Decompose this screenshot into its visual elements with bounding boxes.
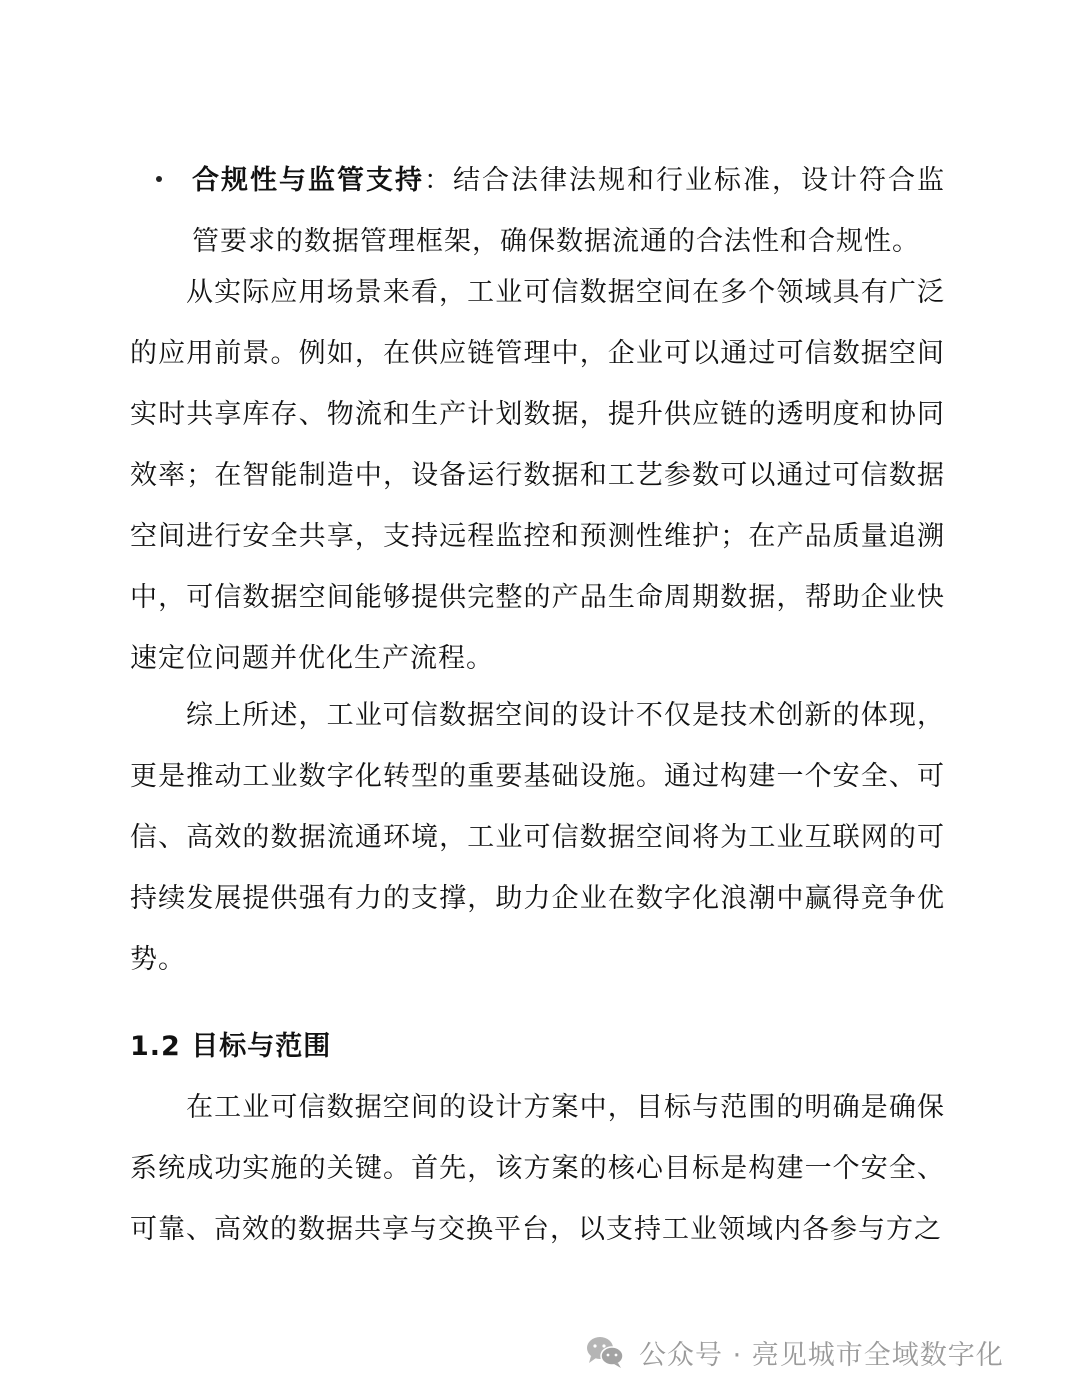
bullet-text <box>192 150 945 272</box>
watermark-text: 公众号 · 亮见城市全域数字化 <box>639 1339 1004 1371</box>
wechat-icon <box>585 1334 625 1370</box>
bullet-term: 合规性与监管支持 <box>192 165 424 196</box>
bullet-dot-icon <box>156 176 162 182</box>
section-heading: 1.2 目标与范围 <box>130 1031 332 1062</box>
paragraph-goals: 在工业可信数据空间的设计方案中，目标与范围的明确是确保系统成功实施的关键。首先，该方案的核心目标是构建一个安全、可靠、高效的数据共享与交换平台，以支持工业领域内各参与方之 <box>130 1092 945 1245</box>
bullet-description: ：结合法律法规和行业标准，设计符合监管要求的数据管理框架，确保数据流通的合法性和合规性。 <box>192 165 945 257</box>
paragraph-summary: 综上所述，工业可信数据空间的设计不仅是技术创新的体现，更是推动工业数字化转型的重要基础设施。通过构建一个安全、可信、高效的数据流通环境，工业可信数据空间将为工业互联网的可持续发展提供强有力的支撑，助力企业在数字化浪潮中赢得竞争优势。 <box>130 700 945 975</box>
paragraph-applications: 从实际应用场景来看，工业可信数据空间在多个领域具有广泛的应用前景。例如，在供应链管理中，企业可以通过可信数据空间实时共享库存、物流和生产计划数据，提升供应链的透明度和协同效率；在智能制造中，设备运行数据和工艺参数可以通过可信数据空间进行安全共享，支持远程监控和预测性维护；在产品质量追溯中，可信数据空间能够提供完整的产品生命周期数据，帮助企业快速定位问题并优化生产流程。 <box>130 277 945 674</box>
bullet-item <box>130 150 945 272</box>
watermark <box>585 1324 1004 1380</box>
